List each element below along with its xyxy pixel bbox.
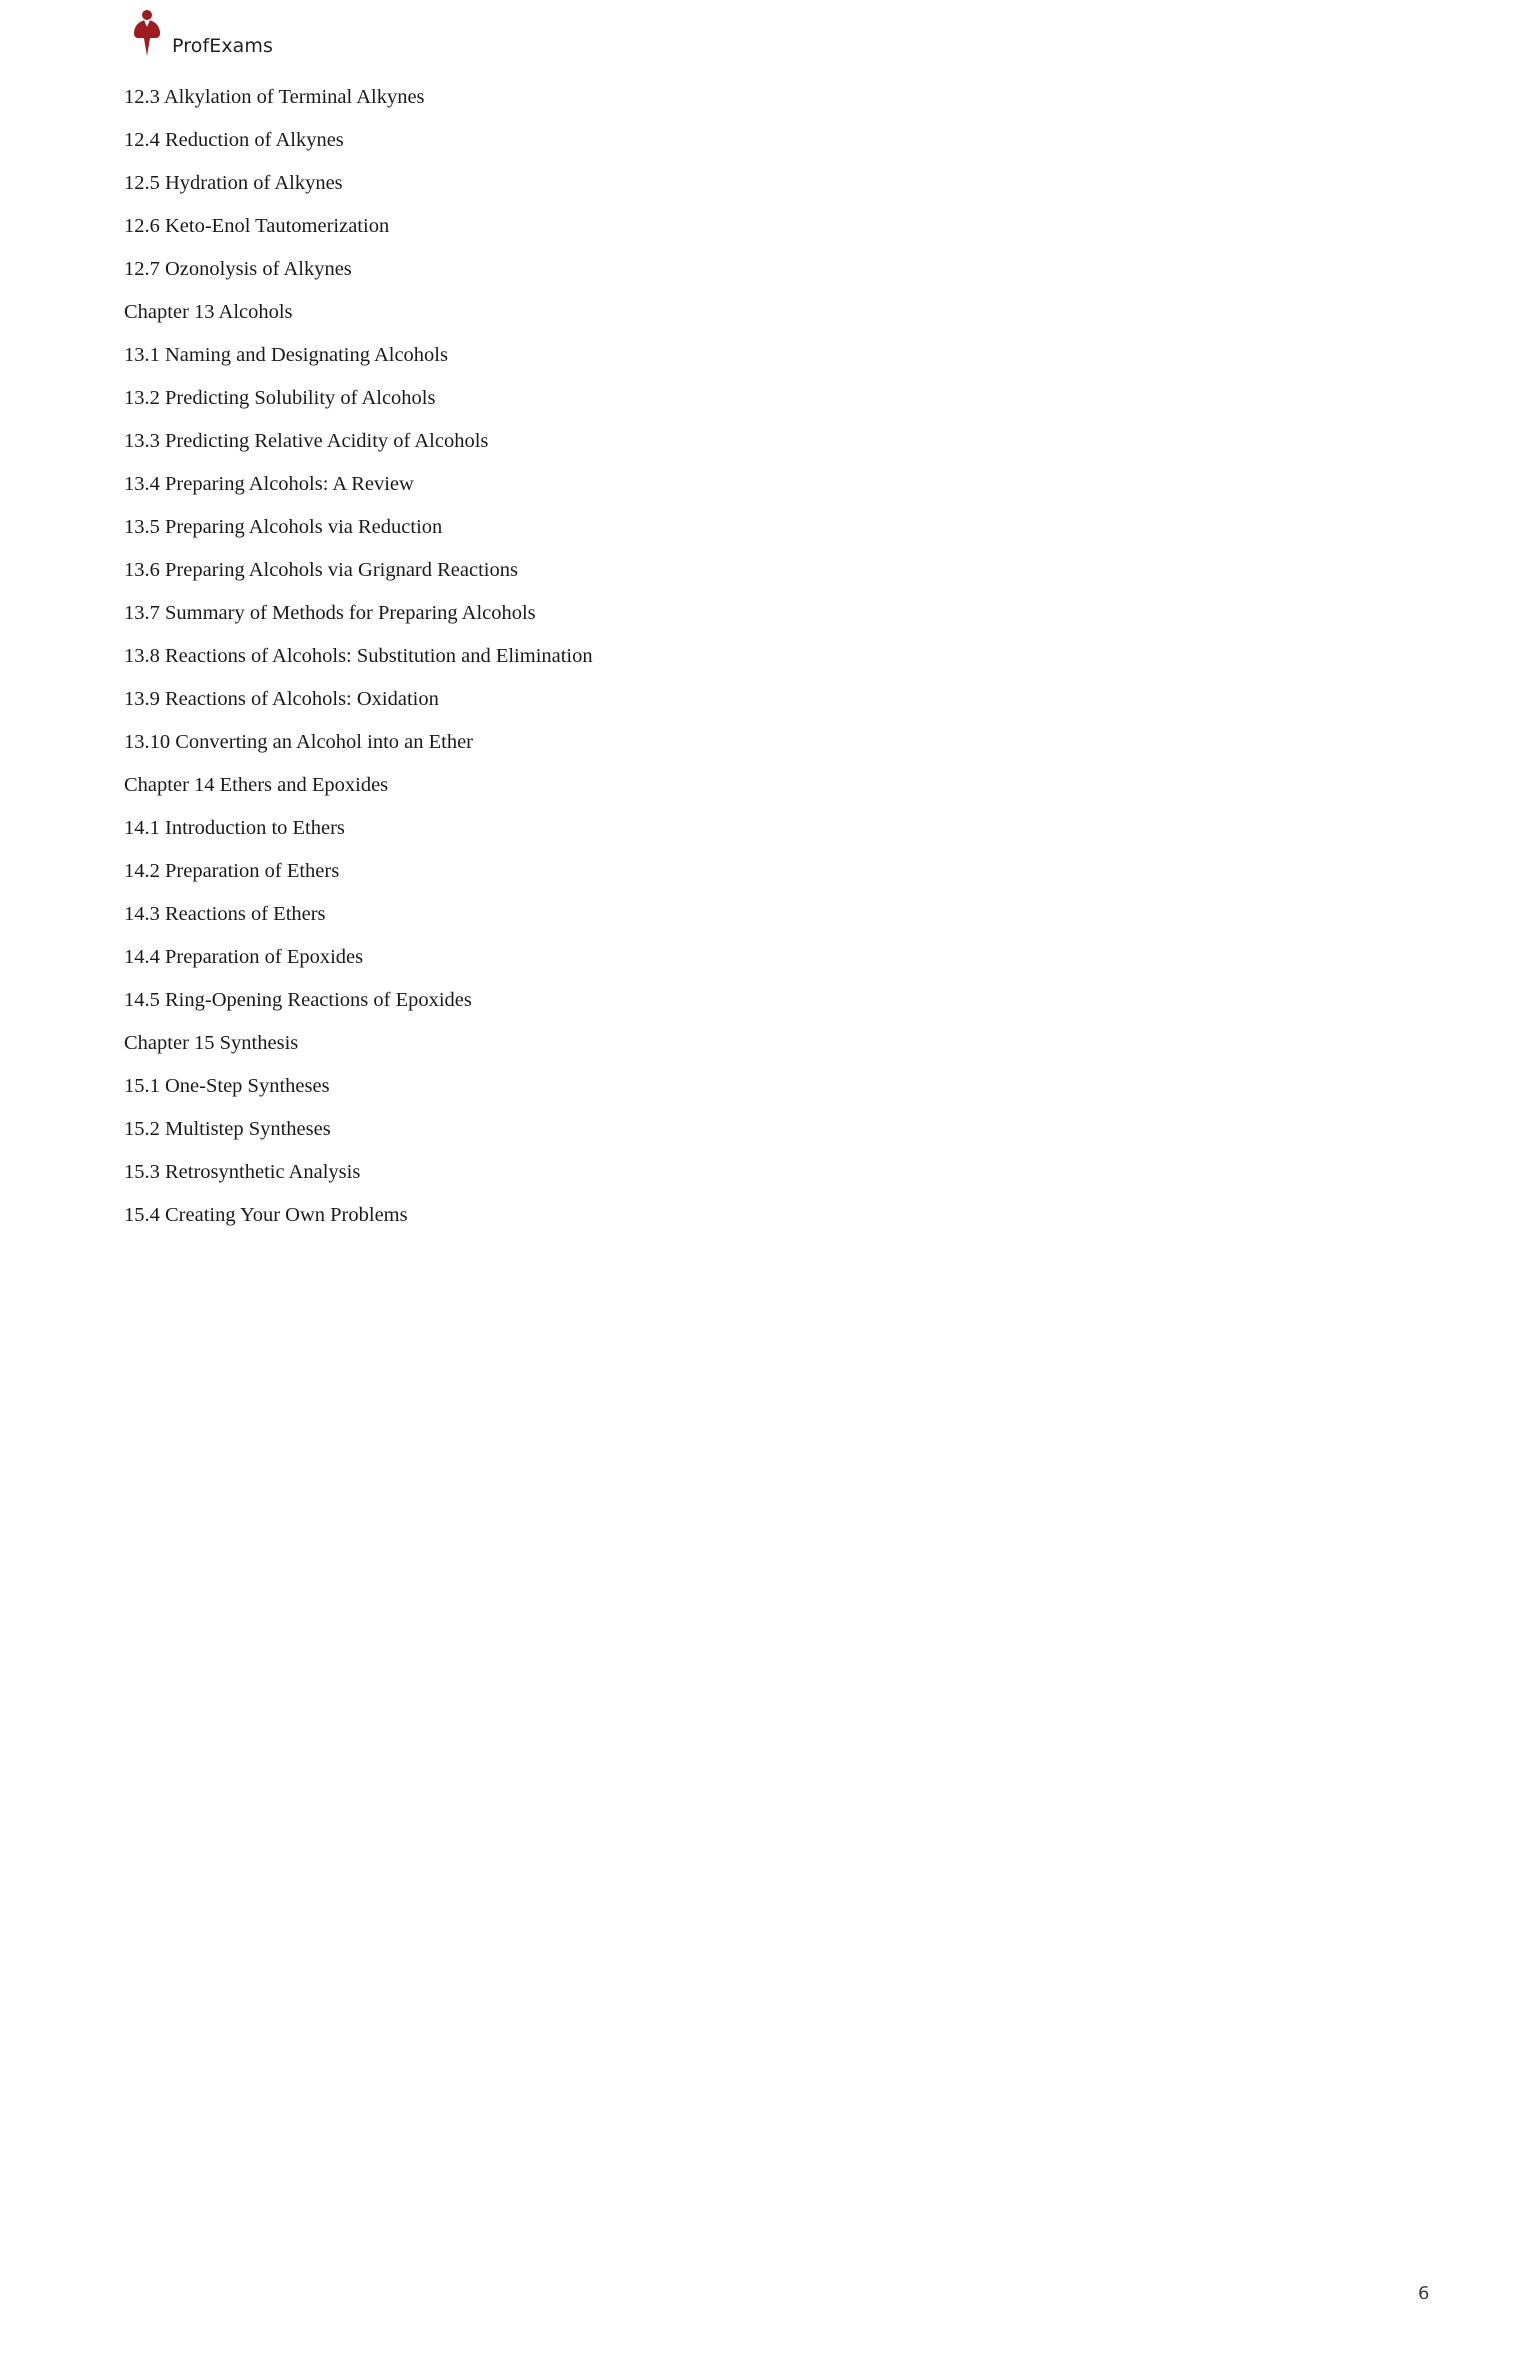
toc-entry: 12.4 Reduction of Alkynes [124, 129, 344, 151]
toc-entry-chapter: Chapter 13 Alcohols [124, 301, 293, 323]
toc-entry: 13.5 Preparing Alcohols via Reduction [124, 516, 443, 538]
toc-entry: 13.6 Preparing Alcohols via Grignard Reactions [124, 559, 518, 581]
person-tie-logo-icon [132, 8, 162, 70]
page-number: 6 [1418, 2283, 1430, 2304]
toc-entry: 12.7 Ozonolysis of Alkynes [124, 258, 352, 280]
toc-entry: 14.5 Ring-Opening Reactions of Epoxides [124, 989, 472, 1011]
toc-entry: 12.6 Keto-Enol Tautomerization [124, 215, 390, 237]
toc-entry: 13.8 Reactions of Alcohols: Substitution and Elimination [124, 645, 593, 667]
toc-entry: 14.3 Reactions of Ethers [124, 903, 326, 925]
toc-entry: 15.1 One-Step Syntheses [124, 1075, 330, 1097]
toc-entry: 14.1 Introduction to Ethers [124, 817, 345, 839]
toc-entry: 12.3 Alkylation of Terminal Alkynes [124, 86, 425, 108]
toc-entry: 13.2 Predicting Solubility of Alcohols [124, 387, 436, 409]
toc-entry: 13.1 Naming and Designating Alcohols [124, 344, 448, 366]
toc-entry: 14.4 Preparation of Epoxides [124, 946, 364, 968]
toc-entry-chapter: Chapter 15 Synthesis [124, 1032, 299, 1054]
table-of-contents [124, 76, 1384, 1237]
toc-entry: 12.5 Hydration of Alkynes [124, 172, 343, 194]
toc-entry: 13.9 Reactions of Alcohols: Oxidation [124, 688, 439, 710]
document-header [132, 0, 273, 78]
toc-entry: 15.2 Multistep Syntheses [124, 1118, 331, 1140]
toc-entry: 13.10 Converting an Alcohol into an Ether [124, 731, 474, 753]
toc-entry: 13.3 Predicting Relative Acidity of Alcohols [124, 430, 489, 452]
brand-name: ProfExams [172, 35, 274, 57]
toc-entry: 15.3 Retrosynthetic Analysis [124, 1161, 361, 1183]
toc-entry: 15.4 Creating Your Own Problems [124, 1204, 408, 1226]
toc-entry: 13.7 Summary of Methods for Preparing Alcohols [124, 602, 536, 624]
toc-entry: 13.4 Preparing Alcohols: A Review [124, 473, 414, 495]
toc-entry-chapter: Chapter 14 Ethers and Epoxides [124, 774, 389, 796]
toc-entry: 14.2 Preparation of Ethers [124, 860, 340, 882]
